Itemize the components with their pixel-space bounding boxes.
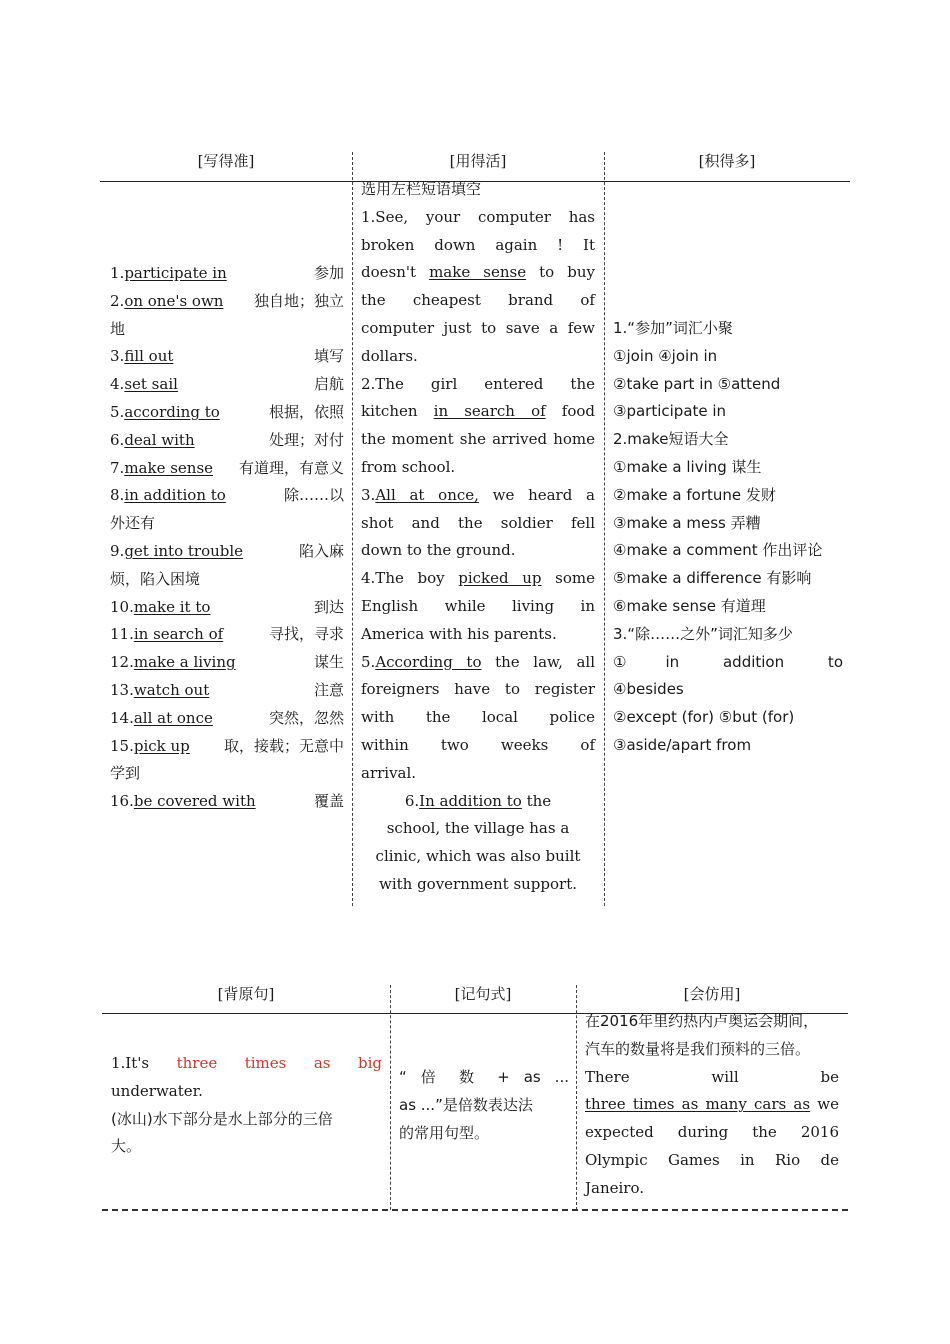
phrase-meaning: 陷入麻 [298, 541, 344, 560]
exercise-line: 1.See, your computer has [361, 207, 595, 226]
exercise-answer: In addition to [419, 791, 522, 810]
table2-header-col2: [记句式] [454, 985, 512, 1003]
phrase-item: 5.according to 根据，依照 [110, 399, 344, 427]
exercise-line: 2.The girl entered the [361, 374, 595, 393]
vocab-notes [613, 315, 843, 760]
exercise-line: 6.In addition to the [404, 791, 552, 810]
phrase-meaning: 独自地；独立 [253, 291, 344, 310]
phrase-item: 14.all at once 突然，忽然 [110, 705, 344, 733]
vocab-line: ②except (for) ⑤but (for) [613, 708, 795, 727]
sentence-translation-2: 大。 [111, 1137, 142, 1156]
phrase-answer: on one's own [124, 291, 224, 310]
phrase-answer: pick up [133, 736, 190, 755]
exercise-answer: According to [375, 652, 482, 671]
phrase-answer: make it to [133, 597, 211, 616]
exercise-line: shot and the soldier fell [361, 513, 595, 532]
sentence-highlight: three times as big [176, 1054, 382, 1072]
practice-line-6: Olympic Games in Rio de [585, 1150, 839, 1169]
practice-line-1: 在2016年里约热内卢奥运会期间， [585, 1012, 819, 1030]
exercise-line: 5.According to the law, all [361, 652, 595, 671]
phrase-meaning: 覆盖 [313, 792, 344, 811]
phrase-answer: according to [124, 402, 220, 421]
vocab-line: ②make a fortune 发财 [613, 485, 776, 504]
phrase-item: 15.pick up 取，接载；无意中 [110, 733, 344, 761]
vocab-line: ①join ④join in [613, 346, 718, 365]
phrase-answer: make a living [133, 653, 236, 672]
sentence-line-2: underwater. [111, 1081, 203, 1100]
sentence-translation-1: (冰山)水下部分是水上部分的三倍 [111, 1109, 333, 1128]
phrase-meaning: 根据，依照 [268, 402, 344, 421]
phrase-list [110, 260, 344, 816]
vocab-line: 2.make短语大全 [613, 430, 729, 449]
phrase-item: 10.make it to 到达 [110, 594, 344, 622]
table2-header-col1: [背原句] [217, 985, 275, 1003]
vocab-line: ③make a mess 弄糟 [613, 513, 761, 532]
phrase-meaning: 处理；对付 [268, 430, 344, 449]
exercise-line: with government support. [378, 874, 578, 893]
phrase-answer: be covered with [133, 792, 256, 811]
exercise-answer: make sense [429, 263, 527, 282]
phrase-answer: watch out [133, 680, 210, 699]
phrase-answer: participate in [124, 264, 227, 282]
original-sentence [111, 1050, 382, 1161]
sentence-prefix: 1.It's [111, 1054, 177, 1072]
exercise-line: with the local police [361, 708, 595, 727]
phrase-answer: make sense [124, 458, 214, 477]
phrase-meaning: 参加 [313, 264, 344, 282]
phrase-answer: all at once [133, 708, 213, 727]
phrase-meaning: 填写 [313, 347, 344, 366]
table1-divider-1 [352, 152, 353, 906]
phrase-answer: set sail [124, 375, 178, 394]
practice-line-5: expected during the 2016 [585, 1123, 839, 1142]
phrase-meaning: 谋生 [313, 653, 344, 672]
phrase-meaning: 取，接载；无意中 [223, 736, 344, 755]
phrase-meaning: 除……以 [283, 486, 344, 505]
phrase-meaning-cont: 烦，陷入困境 [110, 569, 201, 588]
exercise-line: 3.All at once, we heard a [361, 485, 596, 504]
practice-line-2: 汽车的数量将是我们预料的三倍。 [585, 1039, 811, 1058]
exercise-line: the cheapest brand of [361, 291, 595, 310]
sentence-pattern [399, 1064, 569, 1147]
phrase-item: 11.in search of 寻找，寻求 [110, 621, 344, 649]
exercise-line: kitchen in search of food [361, 402, 596, 421]
vocab-line: ④besides [613, 680, 684, 699]
phrase-meaning-cont: 地 [110, 319, 126, 338]
pattern-line-3: 的常用句型。 [399, 1123, 490, 1142]
practice-answer: three times as many cars as [585, 1095, 811, 1114]
exercise-line: computer just to save a few [361, 318, 595, 337]
exercise-line: foreigners have to register [361, 680, 595, 699]
imitation-practice [585, 1008, 839, 1203]
phrase-meaning: 到达 [313, 597, 344, 616]
exercise-line: dollars. [361, 346, 418, 365]
phrase-item: 1.participate in 参加 [110, 260, 344, 288]
table2-divider-1 [390, 985, 391, 1210]
phrase-item: 2.on one's own 独自地；独立 [110, 288, 344, 316]
phrase-item: 12.make a living 谋生 [110, 649, 344, 677]
phrase-item: 6.deal with 处理；对付 [110, 427, 344, 455]
practice-line-4: three times as many cars as we [585, 1095, 840, 1114]
exercise-line: 4.The boy picked up some [361, 569, 595, 588]
phrase-meaning-cont: 外还有 [110, 514, 156, 533]
exercise-line: school, the village has a [386, 819, 570, 838]
practice-line-3: There will be [585, 1067, 839, 1086]
phrase-item: 4.set sail 启航 [110, 371, 344, 399]
phrase-meaning: 寻找，寻求 [268, 625, 344, 644]
vocab-line: ②take part in ⑤attend [613, 374, 781, 393]
phrase-item: 13.watch out 注意 [110, 677, 344, 705]
vocab-line: ①in addition to [613, 652, 843, 671]
pattern-line-2: as ...”是倍数表达法 [399, 1095, 533, 1114]
table2-bottom-rule [102, 1209, 848, 1211]
phrase-answer: get into trouble [124, 541, 244, 560]
phrase-item: 16.be covered with 覆盖 [110, 788, 344, 816]
vocab-line: ⑥make sense 有道理 [613, 596, 766, 615]
exercise-instruction: 选用左栏短语填空 [361, 180, 482, 198]
exercise-line: clinic, which was also built [375, 847, 581, 866]
exercise-line: within two weeks of [361, 735, 595, 754]
phrase-answer: in search of [133, 625, 224, 644]
vocab-line: ①make a living 谋生 [613, 457, 762, 476]
exercise-list [361, 176, 595, 899]
phrase-answer: fill out [124, 347, 174, 366]
vocab-line: ⑤make a difference 有影响 [613, 569, 812, 588]
phrase-answer: in addition to [124, 486, 226, 505]
pattern-line-1: “ 倍 数 + as ... [399, 1068, 569, 1086]
vocab-line: ④make a comment 作出评论 [613, 541, 823, 560]
phrase-meaning: 有道理，有意义 [238, 458, 344, 477]
table1-header-col2: [用得活] [449, 152, 507, 170]
vocab-line: ③participate in [613, 402, 727, 421]
exercise-line: from school. [361, 457, 456, 476]
vocab-line: 1.“参加”词汇小聚 [613, 319, 733, 337]
phrase-meaning: 启航 [313, 375, 344, 394]
phrase-answer: deal with [124, 430, 195, 449]
phrase-meaning-cont: 学到 [110, 764, 141, 783]
sentence-line-1 [111, 1050, 382, 1078]
practice-line-7: Janeiro. [585, 1178, 644, 1197]
phrase-item: 8.in addition to 除……以 [110, 482, 344, 510]
table2-header-col3: [会仿用] [683, 985, 741, 1003]
table1-header-col1: [写得准] [197, 152, 255, 170]
phrase-item: 7.make sense 有道理，有意义 [110, 455, 344, 483]
exercise-answer: in search of [433, 402, 546, 421]
exercise-line: English while living in [361, 596, 595, 615]
vocab-line: ③aside/apart from [613, 735, 752, 754]
exercise-line: America with his parents. [361, 624, 557, 643]
phrase-meaning: 注意 [313, 680, 344, 699]
phrase-item: 3.fill out 填写 [110, 343, 344, 371]
exercise-line: the moment she arrived home [361, 430, 595, 449]
table1-header-col3: [积得多] [698, 152, 756, 170]
table2-divider-2 [576, 985, 577, 1210]
phrase-item: 9.get into trouble 陷入麻 [110, 538, 344, 566]
exercise-line: doesn't make sense to buy [361, 263, 595, 282]
exercise-answer: picked up [458, 569, 542, 588]
exercise-line: arrival. [361, 763, 417, 782]
exercise-line: broken down again ! It [361, 235, 595, 254]
table1-divider-2 [604, 152, 605, 906]
vocab-line: 3.“除……之外”词汇知多少 [613, 624, 793, 643]
exercise-line: down to the ground. [361, 541, 516, 560]
exercise-answer: All at once, [375, 485, 479, 504]
phrase-meaning: 突然，忽然 [268, 708, 344, 727]
